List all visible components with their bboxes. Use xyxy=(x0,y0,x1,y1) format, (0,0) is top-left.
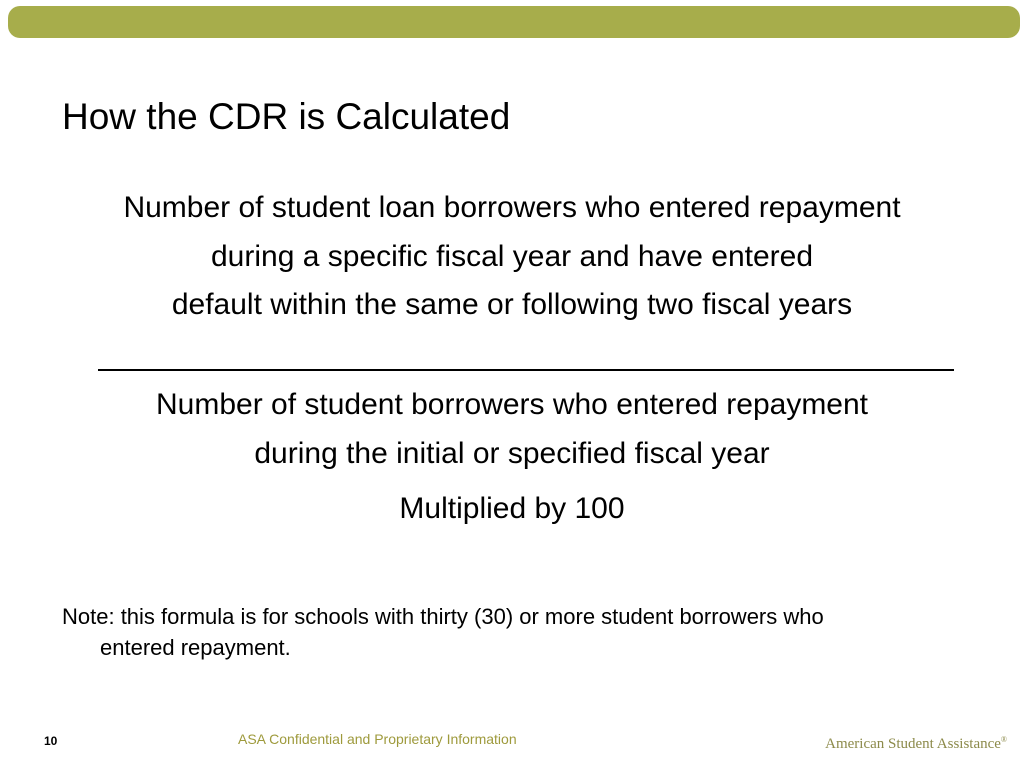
fraction-divider xyxy=(98,369,954,371)
brand-logo xyxy=(825,729,1007,751)
numerator-line-3: default within the same or following two fiscal years xyxy=(171,288,853,321)
registered-mark: ® xyxy=(1000,735,1007,744)
note-line-1: Note: this formula is for schools with thirty (30) or more student borrowers who xyxy=(62,604,824,629)
denominator-line-2: during the initial or specified fiscal year xyxy=(254,436,770,470)
formula-denominator xyxy=(0,381,1024,478)
note-line-2: entered repayment. xyxy=(100,635,291,660)
formula-numerator xyxy=(0,184,1024,330)
brand-name: American Student Assistance xyxy=(825,736,1001,752)
formula-note xyxy=(62,601,962,663)
formula-multiplier: Multiplied by 100 xyxy=(399,492,625,525)
numerator-line-2: during a specific fiscal year and have entered xyxy=(210,239,814,273)
top-accent-bar xyxy=(8,6,1020,38)
numerator-line-1: Number of student loan borrowers who entered repayment xyxy=(123,191,901,224)
denominator-line-1: Number of student borrowers who entered repayment xyxy=(155,388,869,421)
confidential-notice: ASA Confidential and Proprietary Information xyxy=(238,731,517,747)
page-number: 10 xyxy=(44,734,58,748)
slide-title: How the CDR is Calculated xyxy=(62,96,511,137)
